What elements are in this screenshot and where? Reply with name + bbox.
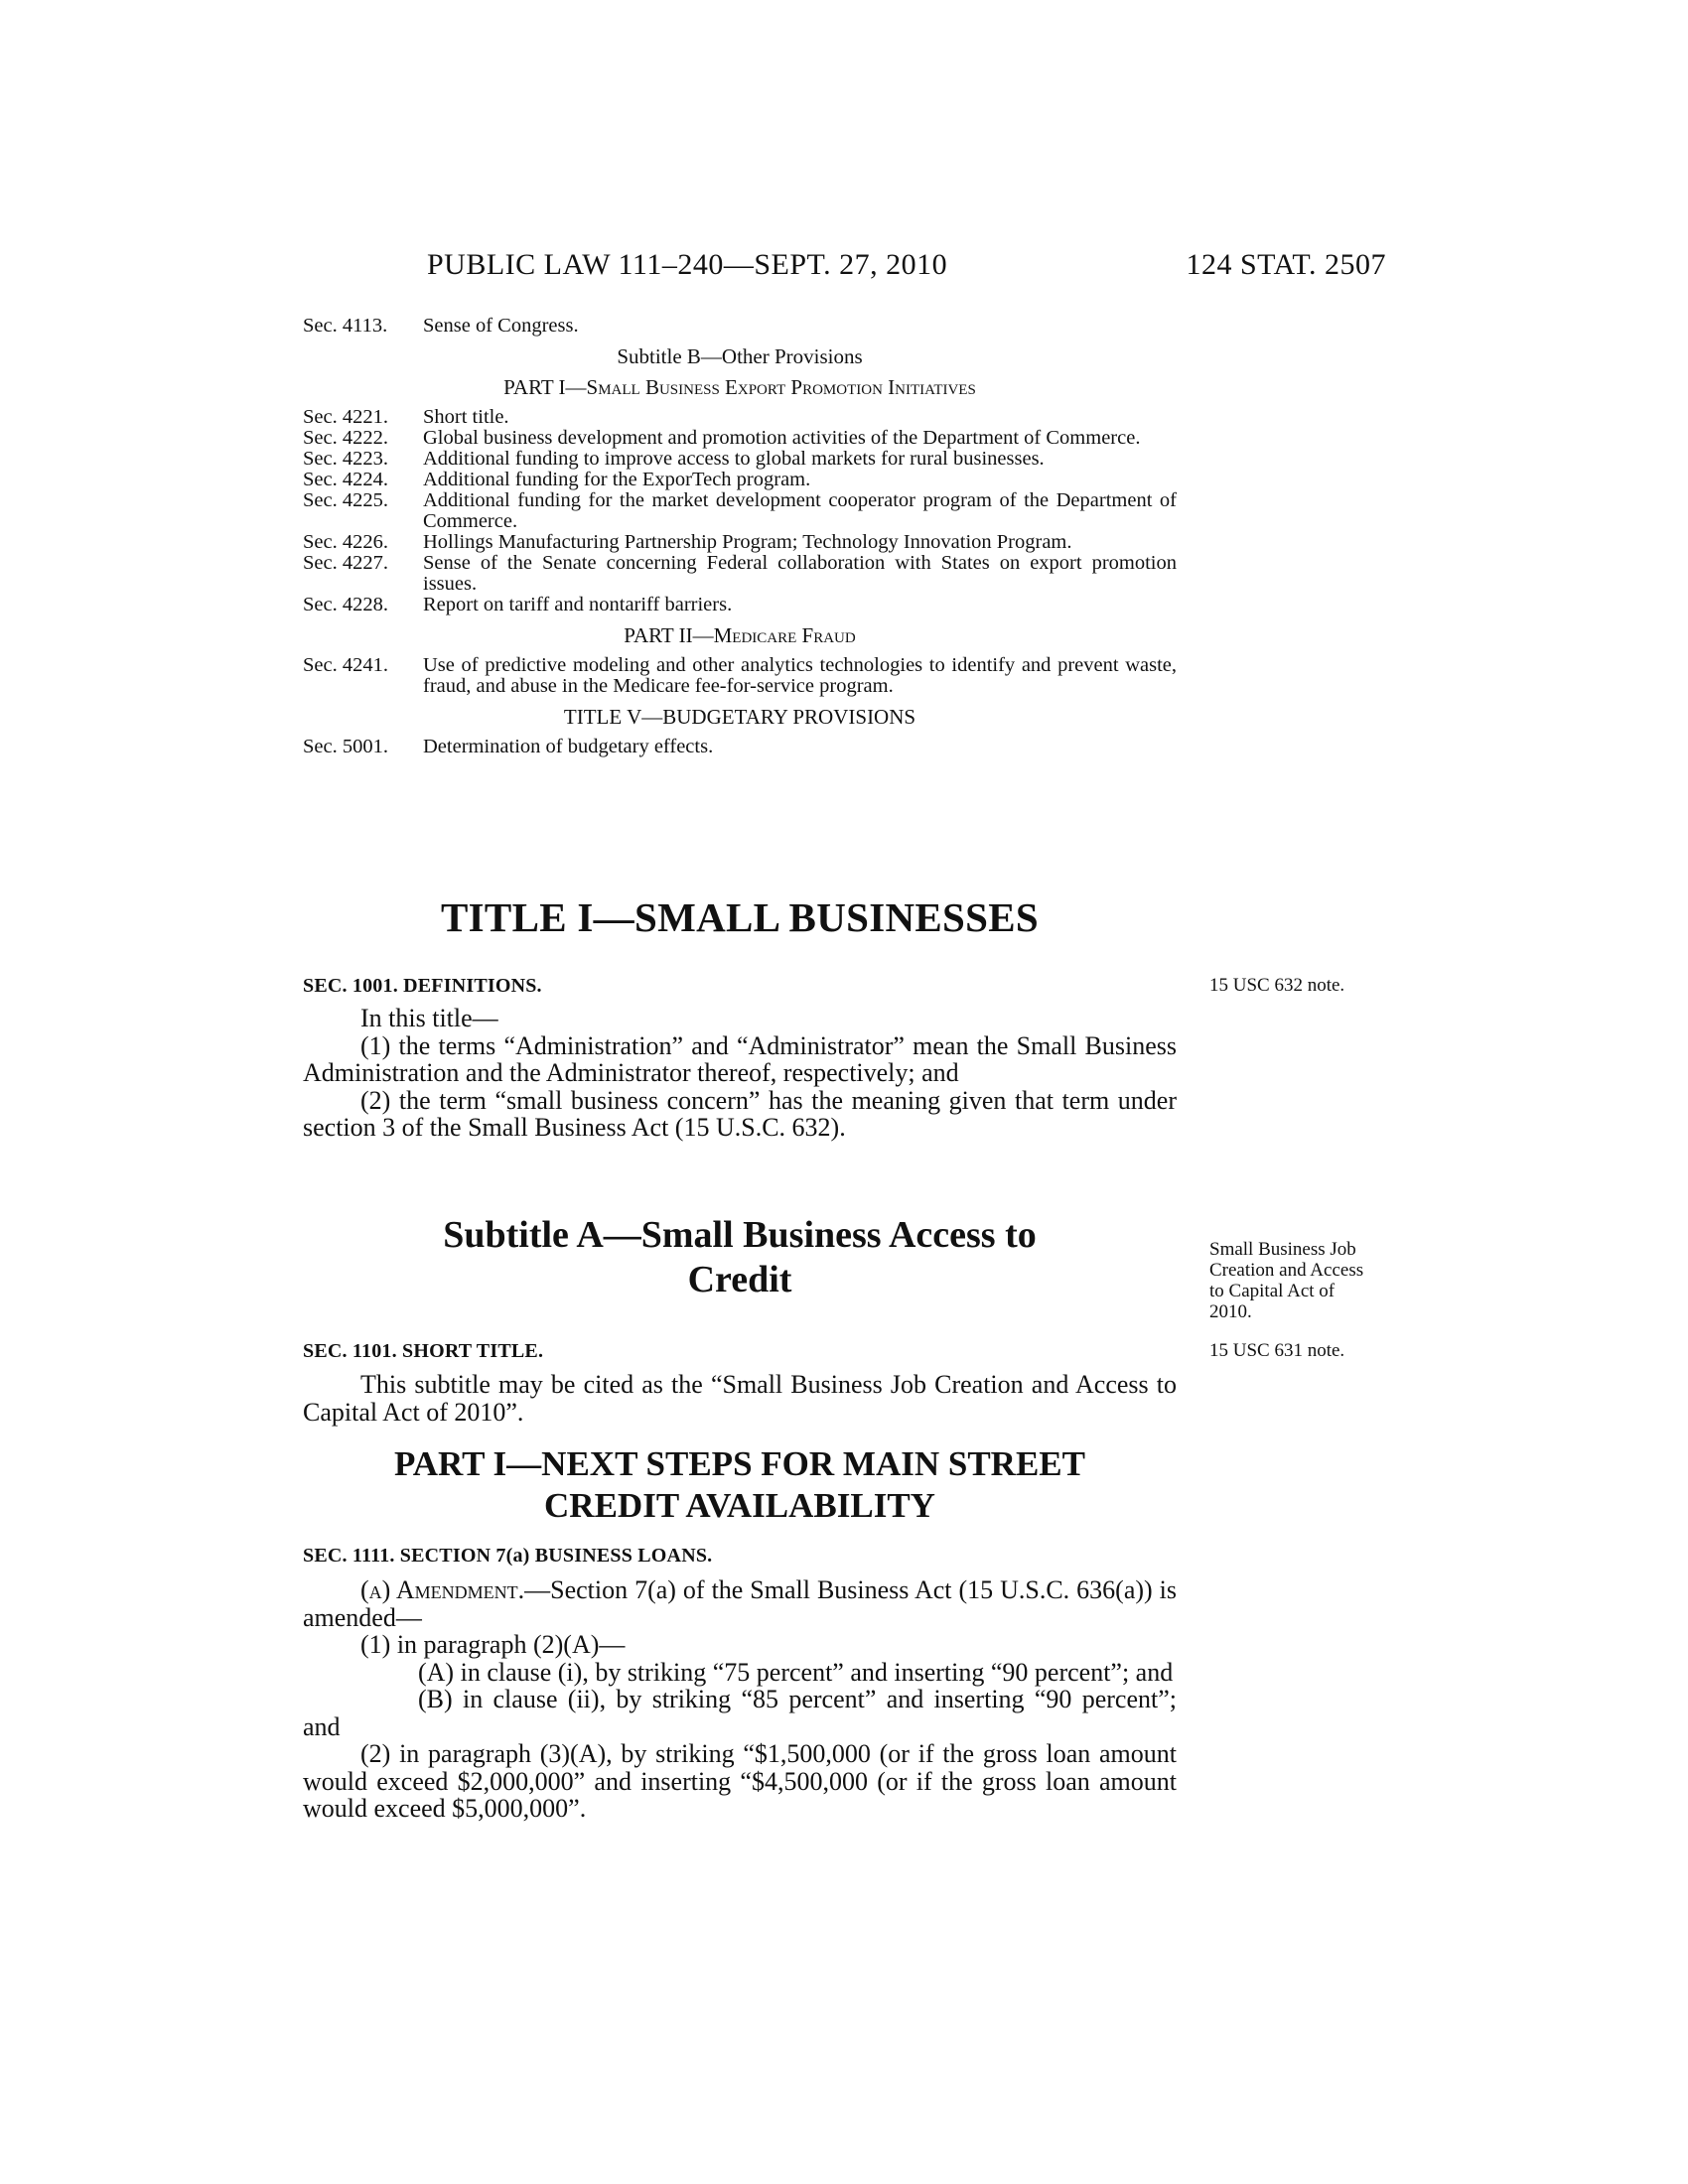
part-heading-line: CREDIT AVAILABILITY [544, 1486, 935, 1525]
section-body [303, 1371, 1177, 1426]
toc-entry [303, 532, 1177, 553]
subtitle-heading [298, 1213, 1182, 1302]
toc-section-number: Sec. 4223. [303, 448, 388, 470]
paragraph [303, 1576, 1177, 1631]
toc-section-title: Global business development and promotion activities of the Department of Commerce. [423, 427, 1141, 449]
toc-section-title: Report on tariff and nontariff barriers. [423, 594, 733, 615]
toc-section-title: Use of predictive modeling and other analytics technologies to identify and prevent waste, fraud, and abuse in the Medicare fee-for-service program. [423, 654, 1177, 697]
section-heading: SEC. 1111. SECTION 7(a) BUSINESS LOANS. [303, 1545, 713, 1567]
toc-entry [303, 407, 1177, 428]
paragraph: (2) the term “small business concern” has the meaning given that term under section 3 of the Small Business Act (15 U.S.C. 632). [303, 1085, 1177, 1142]
statute-page-number: 124 STAT. 2507 [1186, 248, 1386, 281]
table-of-contents [303, 316, 1177, 757]
toc-section-number: Sec. 4228. [303, 594, 388, 615]
part-heading-line: PART I—NEXT STEPS FOR MAIN STREET [393, 1444, 1085, 1483]
toc-section-number: Sec. 4226. [303, 531, 388, 553]
margin-note: Small Business Job Creation and Access to Capital Act of 2010. [1209, 1239, 1364, 1322]
paragraph: (1) in paragraph (2)(A)— [360, 1630, 626, 1659]
toc-entry [303, 553, 1177, 595]
toc-section-number: Sec. 4227. [303, 552, 388, 574]
subtitle-heading-line: Subtitle A—Small Business Access to [443, 1214, 1037, 1256]
title-heading: TITLE I—SMALL BUSINESSES [441, 894, 1039, 940]
margin-note: 15 USC 632 note. [1209, 975, 1345, 996]
section-body [303, 1576, 1177, 1823]
toc-section-title: Additional funding for the ExporTech program. [423, 469, 811, 490]
paragraph: In this title— [360, 1004, 498, 1032]
toc-section-number: Sec. 5001. [303, 736, 388, 757]
toc-section-title: Determination of budgetary effects. [423, 736, 714, 757]
paragraph: (B) in clause (ii), by striking “85 percent” and inserting “90 percent”; and [303, 1685, 1177, 1741]
subsection-label: (a) Amendment. [360, 1575, 525, 1604]
toc-entry [303, 470, 1177, 490]
toc-title-heading: TITLE V—BUDGETARY PROVISIONS [563, 705, 916, 729]
toc-section-title: Short title. [423, 406, 509, 428]
toc-entry [303, 737, 1177, 757]
toc-section-number: Sec. 4221. [303, 406, 388, 428]
toc-section-title: Additional funding to improve access to global markets for rural businesses. [423, 448, 1045, 470]
section-heading: SEC. 1001. DEFINITIONS. [303, 975, 542, 997]
toc-section-title: Additional funding for the market development cooperator program of the Department of Commerce. [423, 489, 1177, 532]
toc-entry [303, 490, 1177, 532]
toc-entry [303, 428, 1177, 449]
toc-part-heading: PART I—Small Business Export Promotion Initiatives [503, 375, 976, 399]
toc-section-number: Sec. 4113. [303, 315, 388, 337]
part-heading [298, 1443, 1182, 1527]
toc-entry [303, 449, 1177, 470]
toc-section-number: Sec. 4224. [303, 469, 388, 490]
toc-entry [303, 595, 1177, 615]
paragraph: (A) in clause (i), by striking “75 percent” and inserting “90 percent”; and [418, 1657, 1174, 1687]
paragraph: This subtitle may be cited as the “Small Business Job Creation and Access to Capital Act of 2010”. [303, 1370, 1177, 1427]
toc-part-heading: PART II—Medicare Fraud [624, 623, 856, 647]
paragraph: (2) in paragraph (3)(A), by striking “$1,500,000 (or if the gross loan amount would exceed $2,000,000” and inserting “$4,500,000 (or if the gross loan amount would exceed $5,000,000”. [303, 1739, 1177, 1823]
toc-section-title: Hollings Manufacturing Partnership Program; Technology Innovation Program. [423, 531, 1072, 553]
subtitle-heading-line: Credit [687, 1259, 792, 1300]
toc-section-number: Sec. 4225. [303, 489, 388, 511]
toc-section-number: Sec. 4222. [303, 427, 388, 449]
section-body [303, 1005, 1177, 1142]
toc-subtitle-heading: Subtitle B—Other Provisions [617, 344, 863, 368]
toc-section-number: Sec. 4241. [303, 654, 388, 676]
subsection-text: —Section 7(a) of the Small Business Act (15 U.S.C. 636(a)) is amended— [303, 1575, 1177, 1632]
toc-section-title: Sense of Congress. [423, 315, 579, 337]
paragraph: (1) the terms “Administration” and “Administrator” mean the Small Business Administration and the Administrator thereof, respectively; and [303, 1030, 1177, 1087]
toc-entry [303, 655, 1177, 697]
toc-section-title: Sense of the Senate concerning Federal collaboration with States on export promotion issues. [423, 552, 1177, 595]
public-law-citation: PUBLIC LAW 111–240—SEPT. 27, 2010 [427, 248, 948, 281]
toc-entry [303, 316, 1177, 337]
section-heading: SEC. 1101. SHORT TITLE. [303, 1340, 544, 1362]
margin-note: 15 USC 631 note. [1209, 1340, 1345, 1361]
